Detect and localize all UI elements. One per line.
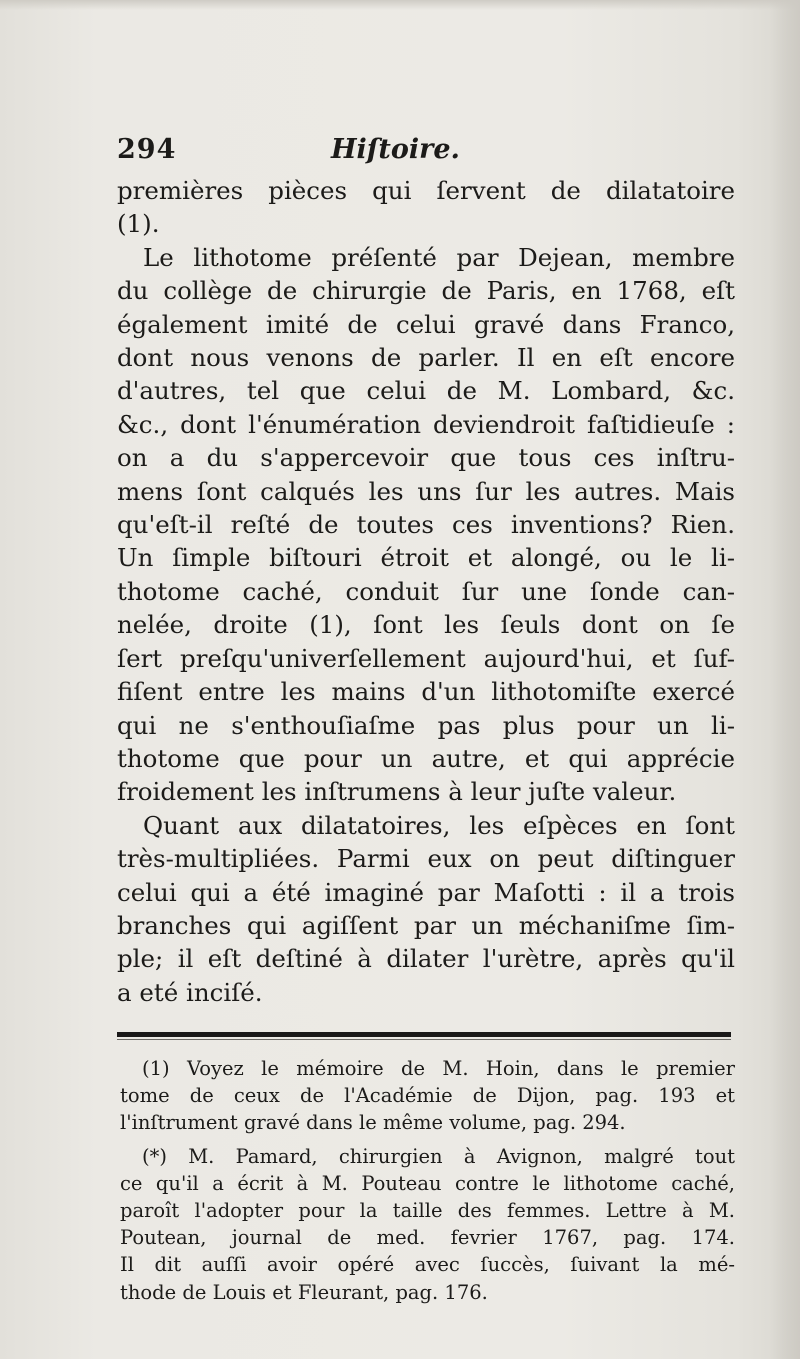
text-line: thotome que pour un autre, et qui apprécie (117, 743, 735, 773)
footnote-line: l'inſtrument gravé dans le même volume, pag. 294. (120, 1111, 626, 1135)
footnote-line: thode de Louis et Fleurant, pag. 176. (120, 1280, 488, 1304)
footnote-line: (1) Voyez le mémoire de M. Hoin, dans le premier (142, 1057, 735, 1080)
running-title: Hiſtoire. (331, 134, 460, 165)
text-line: on a du s'appercevoir que tous ces inſtru- (117, 443, 735, 473)
text-line: ſert preſqu'univerſellement aujourd'hui, et ſuf- (117, 643, 735, 673)
footnotes (120, 1055, 735, 1306)
text-line: qui ne s'enthouſiaſme pas plus pour un li- (117, 710, 735, 740)
text-line: ple; il eſt deſtiné à dilater l'urètre, après qu'il (117, 944, 735, 974)
text-line: branches qui agiſſent par un méchaniſme ſim- (117, 910, 735, 940)
text-line: celui qui a été imaginé par Maſotti : il a trois (117, 877, 735, 907)
text-line: (1). (117, 209, 160, 239)
page-number: 294 (117, 134, 177, 165)
text-line: premières pièces qui ſervent de dilatatoire (117, 176, 735, 205)
text-line: mens ſont calqués les uns ſur les autres. Mais (117, 476, 735, 506)
text-line: également imité de celui gravé dans Franco, (117, 309, 735, 339)
text-line: d'autres, tel que celui de M. Lombard, &c. (117, 376, 735, 406)
text-line: Le lithotome préſenté par Dejean, membre (143, 242, 735, 272)
text-line: froidement les inſtrumens à leur juſte valeur. (117, 777, 677, 807)
footnote-line: Il dit auſſi avoir opéré avec ſuccès, ſuivant la mé- (120, 1253, 735, 1277)
text-line: fiſent entre les mains d'un lithotomiſte exercé (117, 677, 735, 707)
text-line: du collège de chirurgie de Paris, en 1768, eſt (117, 276, 735, 306)
footnote-line: Poutean, journal de med. fevrier 1767, pag. 174. (120, 1226, 735, 1250)
page-top-edge (0, 0, 800, 10)
text-line: &c., dont l'énumération deviendroit faſtidieuſe : (117, 409, 735, 439)
page-header (117, 134, 735, 174)
text-line: dont nous venons de parler. Il en eſt encore (117, 343, 735, 373)
text-line: Un ſimple biſtouri étroit et alongé, ou le li- (117, 543, 735, 573)
footnote-line: (*) M. Pamard, chirurgien à Avignon, malgré tout (142, 1144, 735, 1168)
text-line: Quant aux dilatatoires, les eſpèces en ſont (143, 810, 735, 840)
text-line: qu'eſt-il reſté de toutes ces inventions? Rien. (117, 510, 735, 540)
text-line: nelée, droite (1), ſont les ſeuls dont on ſe (117, 610, 735, 640)
footnote-line: paroît l'adopter pour la taille des femmes. Lettre à M. (120, 1199, 735, 1223)
text-line: très-multipliées. Parmi eux on peut diſtinguer (117, 844, 735, 874)
footnote-line: ce qu'il a écrit à M. Pouteau contre le lithotome caché, (120, 1171, 735, 1195)
page-right-edge (770, 0, 800, 1359)
body-text (117, 174, 735, 1009)
text-line: a eté inciſé. (117, 977, 263, 1007)
text-line: thotome caché, conduit ſur une ſonde can- (117, 576, 735, 606)
footnote-divider (117, 1032, 731, 1037)
footnote-line: tome de ceux de l'Académie de Dijon, pag. 193 et (120, 1084, 735, 1108)
